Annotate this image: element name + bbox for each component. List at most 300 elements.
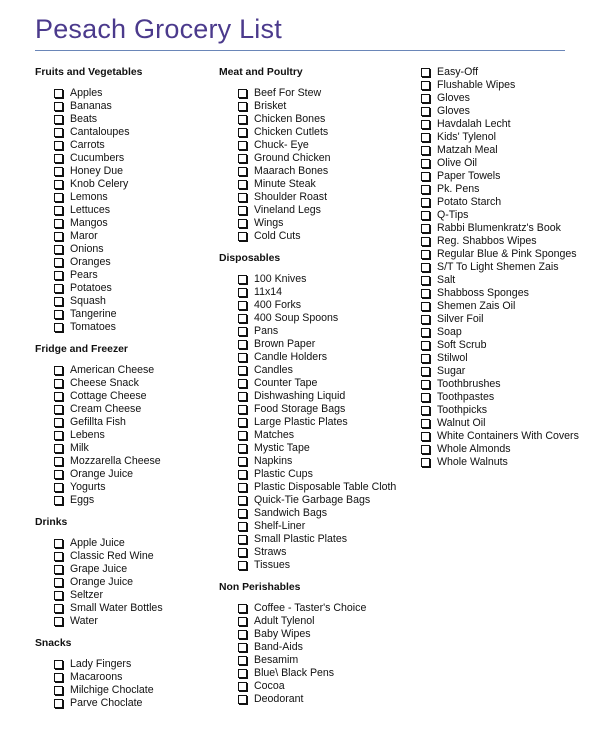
list-item [35,671,210,684]
list-item [420,404,580,417]
item-label: American Cheese [70,364,155,376]
list-item [420,105,580,118]
list-item [35,442,210,455]
item-label: Honey Due [70,165,123,177]
checkbox-icon[interactable] [54,552,63,561]
checkbox-icon[interactable] [54,128,63,137]
list-item [420,131,580,144]
checkbox-icon[interactable] [238,643,247,652]
list-item [219,654,404,667]
item-label: Eggs [70,494,95,506]
list-item [219,312,404,325]
list-item [219,559,404,572]
list-item [35,217,210,230]
list-item [219,680,404,693]
item-label: Stilwol [437,352,468,364]
column-1 [35,66,210,719]
list-item [420,430,580,443]
item-label: Beef For Stew [254,87,322,99]
item-label: Cottage Cheese [70,390,147,402]
checkbox-icon[interactable] [54,604,63,613]
checkbox-icon[interactable] [54,444,63,453]
checkbox-icon[interactable] [238,496,247,505]
item-label: Milchige Choclate [70,684,154,696]
list-item [420,313,580,326]
item-label: Mangos [70,217,108,229]
list-item [420,391,580,404]
list-item [35,364,210,377]
list-item [35,550,210,563]
list-item [420,92,580,105]
item-label: Napkins [254,455,293,467]
item-label: Matzah Meal [437,144,498,156]
item-label: Soap [437,326,462,338]
item-label: Whole Almonds [437,443,511,455]
checkbox-icon[interactable] [421,380,430,389]
item-list [420,66,580,469]
list-item [420,300,580,313]
checkbox-icon[interactable] [238,630,247,639]
checkbox-icon[interactable] [421,211,430,220]
checkbox-icon[interactable] [238,470,247,479]
list-item [219,126,404,139]
list-item [219,100,404,113]
item-label: Cream Cheese [70,403,142,415]
item-label: Dishwashing Liquid [254,390,346,402]
checkbox-icon[interactable] [421,185,430,194]
list-item [35,494,210,507]
item-label: Water [70,615,98,627]
section-snacks [35,637,210,710]
checkbox-icon[interactable] [421,81,430,90]
checkbox-icon[interactable] [238,154,247,163]
item-label: Salt [437,274,456,286]
section-non-perishables [219,581,404,706]
item-label: Tomatoes [70,321,116,333]
checkbox-icon[interactable] [238,115,247,124]
item-label: Vineland Legs [254,204,321,216]
checkbox-icon[interactable] [421,263,430,272]
checkbox-icon[interactable] [421,315,430,324]
checkbox-icon[interactable] [54,258,63,267]
checkbox-icon[interactable] [54,366,63,375]
list-item [219,641,404,654]
checkbox-icon[interactable] [421,146,430,155]
item-label: Gloves [437,105,470,117]
checkbox-icon[interactable] [238,379,247,388]
checkbox-icon[interactable] [238,656,247,665]
list-item [219,667,404,680]
list-item [420,339,580,352]
checkbox-icon[interactable] [238,102,247,111]
checkbox-icon[interactable] [238,522,247,531]
checkbox-icon[interactable] [421,341,430,350]
item-list [219,273,404,572]
list-item [35,589,210,602]
checkbox-icon[interactable] [421,198,430,207]
item-label: Tissues [254,559,291,571]
list-item [35,126,210,139]
list-item [35,113,210,126]
item-label: Maror [70,230,98,242]
checkbox-icon[interactable] [54,284,63,293]
list-item [219,364,404,377]
list-item [35,204,210,217]
item-label: S/T To Light Shemen Zais [437,261,559,273]
checkbox-icon[interactable] [54,457,63,466]
list-item [219,299,404,312]
checkbox-icon[interactable] [54,565,63,574]
section-heading: Non Perishables [219,582,301,593]
checkbox-icon[interactable] [421,133,430,142]
list-item [219,217,404,230]
item-label: Sugar [437,365,466,377]
list-item [219,286,404,299]
item-label: Seltzer [70,589,103,601]
list-item [35,481,210,494]
item-label: Small Water Bottles [70,602,163,614]
list-item [35,269,210,282]
item-label: Onions [70,243,104,255]
list-item [219,230,404,243]
item-label: Potatoes [70,282,112,294]
checkbox-icon[interactable] [238,405,247,414]
item-label: Apples [70,87,103,99]
checkbox-icon[interactable] [421,419,430,428]
list-item [219,455,404,468]
list-item [219,481,404,494]
checkbox-icon[interactable] [238,444,247,453]
list-item [219,351,404,364]
checkbox-icon[interactable] [238,509,247,518]
item-label: Coffee - Taster's Choice [254,602,367,614]
checkbox-icon[interactable] [54,470,63,479]
checkbox-icon[interactable] [54,141,63,150]
checkbox-icon[interactable] [54,193,63,202]
item-label: Matches [254,429,295,441]
list-item [35,308,210,321]
checkbox-icon[interactable] [238,617,247,626]
checkbox-icon[interactable] [421,432,430,441]
item-label: Shabboss Sponges [437,287,529,299]
item-label: Brown Paper [254,338,316,350]
list-item [35,537,210,550]
item-label: Counter Tape [254,377,318,389]
item-label: Mystic Tape [254,442,310,454]
checkbox-icon[interactable] [421,172,430,181]
checkbox-icon[interactable] [54,154,63,163]
item-label: Orange Juice [70,468,134,480]
checkbox-icon[interactable] [421,159,430,168]
checkbox-icon[interactable] [421,458,430,467]
list-item [420,66,580,79]
list-item [219,628,404,641]
checkbox-icon[interactable] [238,219,247,228]
item-label: Chuck- Eye [254,139,309,151]
checkbox-icon[interactable] [238,167,247,176]
list-item [219,693,404,706]
item-label: Chicken Bones [254,113,326,125]
checkbox-icon[interactable] [421,120,430,129]
item-label: 400 Forks [254,299,302,311]
checkbox-icon[interactable] [421,224,430,233]
item-label: Cheese Snack [70,377,139,389]
item-label: Straws [254,546,287,558]
item-label: Yogurts [70,481,106,493]
checkbox-icon[interactable] [238,353,247,362]
item-label: Toothpastes [437,391,495,403]
checkbox-icon[interactable] [54,405,63,414]
item-list [219,87,404,243]
checkbox-icon[interactable] [54,591,63,600]
checkbox-icon[interactable] [54,167,63,176]
checkbox-icon[interactable] [54,617,63,626]
list-item [35,576,210,589]
checkbox-icon[interactable] [238,483,247,492]
checkbox-icon[interactable] [54,379,63,388]
item-label: Shemen Zais Oil [437,300,516,312]
list-item [35,390,210,403]
list-item [219,325,404,338]
list-item [35,403,210,416]
checkbox-icon[interactable] [238,180,247,189]
checkbox-icon[interactable] [54,392,63,401]
item-label: Grape Juice [70,563,128,575]
item-label: Carrots [70,139,105,151]
item-label: Toothpicks [437,404,488,416]
checkbox-icon[interactable] [54,660,63,669]
item-label: Flushable Wipes [437,79,516,91]
item-label: Regular Blue & Pink Sponges [437,248,577,260]
item-label: Brisket [254,100,287,112]
checkbox-icon[interactable] [238,561,247,570]
checkbox-icon[interactable] [54,102,63,111]
list-item [219,546,404,559]
checkbox-icon[interactable] [238,431,247,440]
checkbox-icon[interactable] [54,539,63,548]
checkbox-icon[interactable] [238,392,247,401]
list-item [219,178,404,191]
list-item [35,416,210,429]
checkbox-icon[interactable] [54,431,63,440]
checkbox-icon[interactable] [238,604,247,613]
item-label: Gefillta Fish [70,416,126,428]
item-label: Paper Towels [437,170,501,182]
checkbox-icon[interactable] [421,289,430,298]
checkbox-icon[interactable] [54,89,63,98]
list-item [219,602,404,615]
list-item [420,417,580,430]
list-item [420,144,580,157]
item-label: Parve Choclate [70,697,143,709]
checkbox-icon[interactable] [238,327,247,336]
list-item [420,235,580,248]
checkbox-icon[interactable] [54,686,63,695]
item-label: Mozzarella Cheese [70,455,161,467]
item-label: Apple Juice [70,537,125,549]
checkbox-icon[interactable] [54,323,63,332]
checkbox-icon[interactable] [238,288,247,297]
item-label: Silver Foil [437,313,484,325]
item-label: 400 Soup Spoons [254,312,339,324]
list-item [219,520,404,533]
item-label: Candle Holders [254,351,328,363]
checkbox-icon[interactable] [54,206,63,215]
section-heading: Fruits and Vegetables [35,67,143,78]
list-item [420,261,580,274]
checkbox-icon[interactable] [421,302,430,311]
checkbox-icon[interactable] [54,418,63,427]
item-label: Potato Starch [437,196,502,208]
checkbox-icon[interactable] [238,128,247,137]
checkbox-icon[interactable] [238,669,247,678]
list-item [35,256,210,269]
checkbox-icon[interactable] [421,328,430,337]
item-label: Cantaloupes [70,126,130,138]
checkbox-icon[interactable] [421,276,430,285]
checkbox-icon[interactable] [238,457,247,466]
item-label: Milk [70,442,89,454]
item-label: Sandwich Bags [254,507,328,519]
list-item [420,183,580,196]
checkbox-icon[interactable] [238,366,247,375]
checkbox-icon[interactable] [238,340,247,349]
item-label: Wings [254,217,284,229]
item-label: Lemons [70,191,108,203]
item-label: Food Storage Bags [254,403,346,415]
checkbox-icon[interactable] [238,193,247,202]
checkbox-icon[interactable] [54,245,63,254]
checkbox-icon[interactable] [421,94,430,103]
list-item [35,468,210,481]
item-list [35,658,210,710]
item-label: Walnut Oil [437,417,486,429]
list-item [35,563,210,576]
list-item [219,429,404,442]
item-label: Cucumbers [70,152,125,164]
checkbox-icon[interactable] [54,496,63,505]
list-item [420,456,580,469]
item-label: Ground Chicken [254,152,331,164]
list-item [35,243,210,256]
item-label: Whole Walnuts [437,456,508,468]
checkbox-icon[interactable] [54,578,63,587]
checkbox-icon[interactable] [54,232,63,241]
checkbox-icon[interactable] [54,115,63,124]
section-disposables [219,252,404,572]
list-item [35,295,210,308]
item-label: Tangerine [70,308,117,320]
checkbox-icon[interactable] [421,250,430,259]
checkbox-icon[interactable] [238,141,247,150]
checkbox-icon[interactable] [54,297,63,306]
item-label: Lettuces [70,204,111,216]
item-list [219,602,404,706]
column-3 [420,66,580,478]
list-item [420,274,580,287]
list-item [219,507,404,520]
checkbox-icon[interactable] [54,219,63,228]
list-item [420,118,580,131]
checkbox-icon[interactable] [238,418,247,427]
list-item [35,658,210,671]
list-item [219,338,404,351]
list-item [35,321,210,334]
list-item [420,157,580,170]
checkbox-icon[interactable] [421,406,430,415]
list-item [420,443,580,456]
checkbox-icon[interactable] [238,314,247,323]
item-label: Oranges [70,256,111,268]
item-label: Besamim [254,654,299,666]
checkbox-icon[interactable] [54,483,63,492]
checkbox-icon[interactable] [238,548,247,557]
list-item [35,429,210,442]
checkbox-icon[interactable] [238,89,247,98]
section-fruits-and-vegetables [35,66,210,334]
list-item [420,196,580,209]
item-label: Pears [70,269,98,281]
list-item [219,113,404,126]
checkbox-icon[interactable] [54,271,63,280]
checkbox-icon[interactable] [421,393,430,402]
checkbox-icon[interactable] [421,367,430,376]
checkbox-icon[interactable] [54,310,63,319]
item-label: Candles [254,364,293,376]
checkbox-icon[interactable] [238,301,247,310]
checkbox-icon[interactable] [421,445,430,454]
list-item [35,602,210,615]
checkbox-icon[interactable] [238,232,247,241]
item-label: Havdalah Lecht [437,118,511,130]
checkbox-icon[interactable] [421,68,430,77]
item-label: 11x14 [254,286,283,298]
checkbox-icon[interactable] [421,237,430,246]
checkbox-icon[interactable] [54,673,63,682]
item-label: Adult Tylenol [254,615,315,627]
item-label: Band-Aids [254,641,303,653]
item-label: Classic Red Wine [70,550,154,562]
checkbox-icon[interactable] [238,695,247,704]
list-item [420,209,580,222]
item-label: Large Plastic Plates [254,416,348,428]
checkbox-icon[interactable] [238,535,247,544]
checkbox-icon[interactable] [238,275,247,284]
list-item [219,416,404,429]
section-drinks [35,516,210,628]
section-heading: Fridge and Freezer [35,344,128,355]
checkbox-icon[interactable] [421,107,430,116]
page-title: Pesach Grocery List [35,14,282,44]
item-label: Small Plastic Plates [254,533,348,545]
checkbox-icon[interactable] [54,699,63,708]
item-label: Toothbrushes [437,378,501,390]
item-label: Q-Tips [437,209,469,221]
checkbox-icon[interactable] [421,354,430,363]
checkbox-icon[interactable] [238,682,247,691]
section-heading: Snacks [35,638,72,649]
checkbox-icon[interactable] [238,206,247,215]
checkbox-icon[interactable] [54,180,63,189]
list-item [35,139,210,152]
item-label: White Containers With Covers [437,430,579,442]
item-label: Maarach Bones [254,165,329,177]
item-label: Baby Wipes [254,628,311,640]
list-item [420,378,580,391]
list-item [420,170,580,183]
section-continued [420,66,580,469]
list-item [219,390,404,403]
